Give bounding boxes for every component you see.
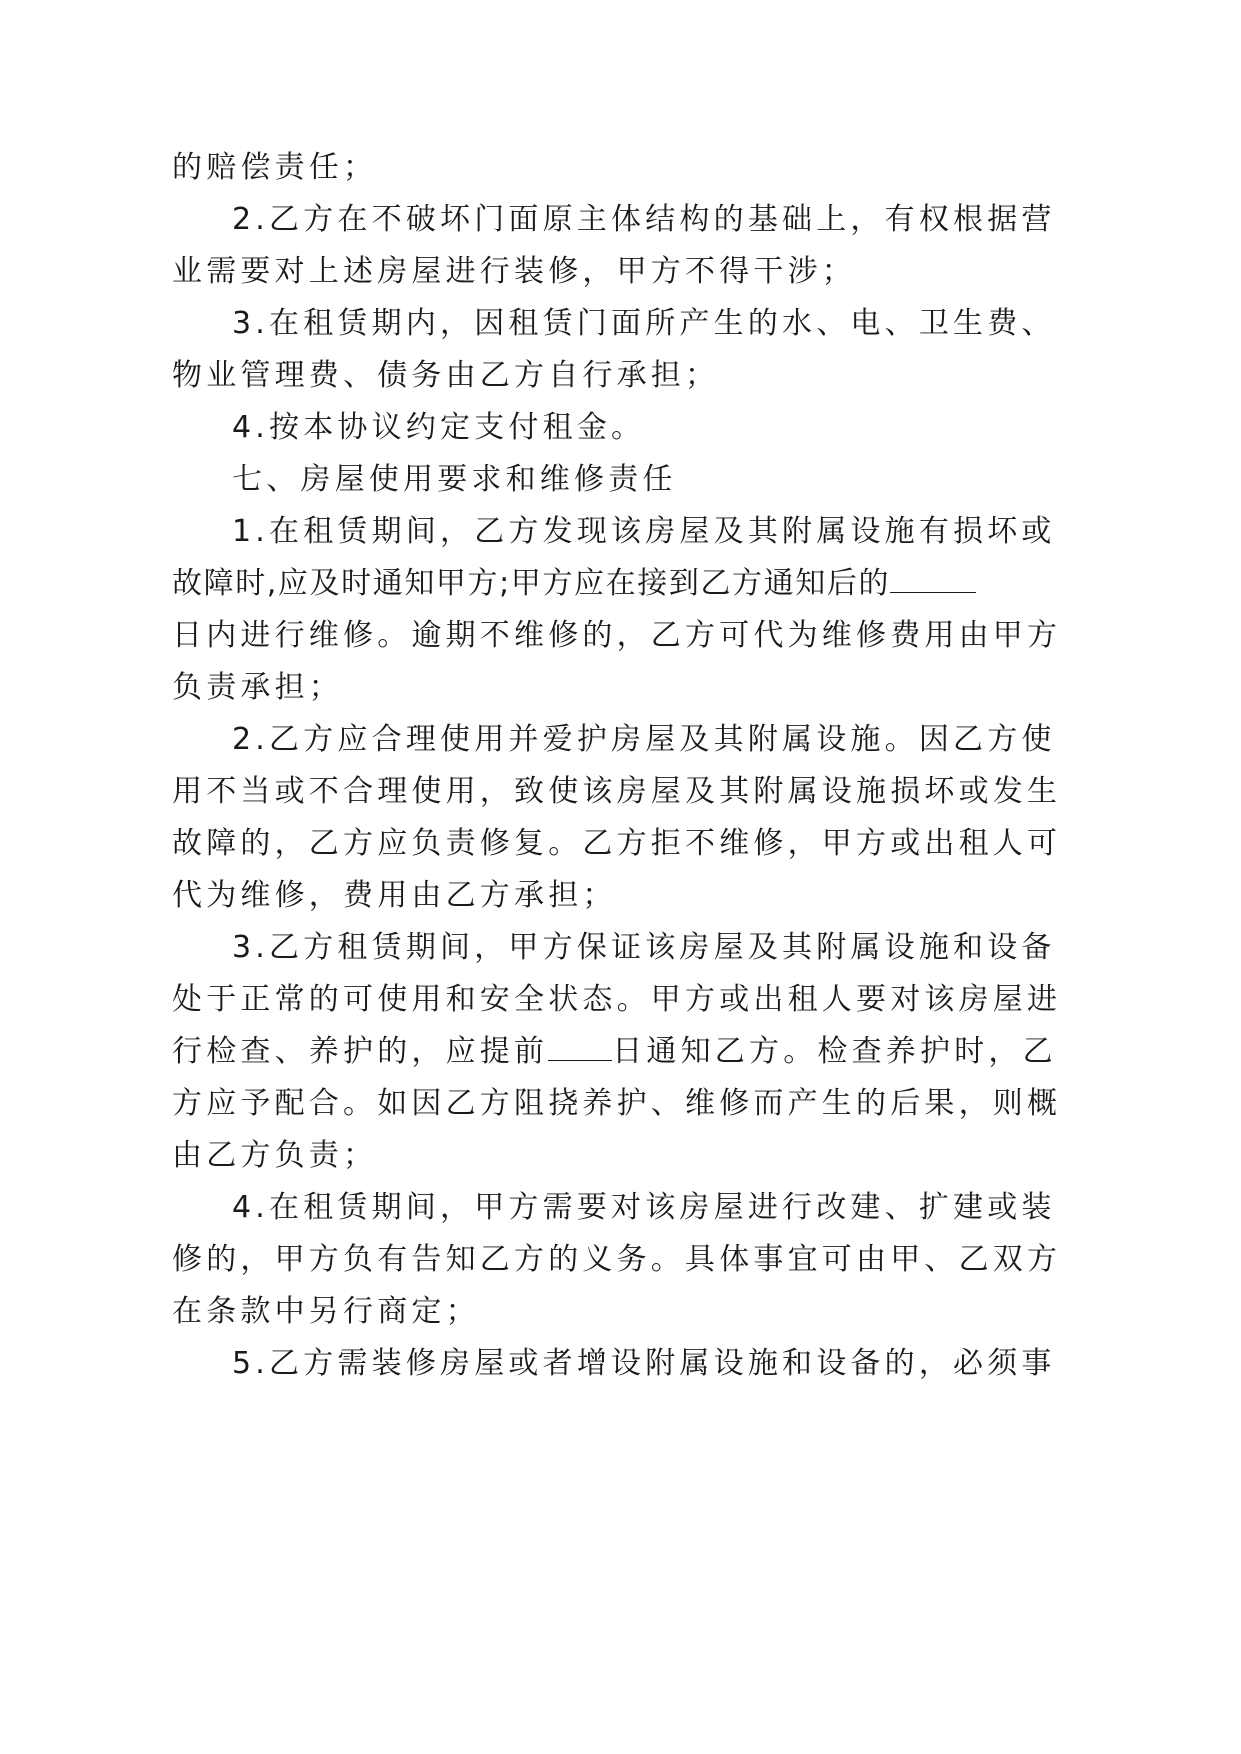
- text-line-part: 行检查、养护的，应提前: [172, 1034, 549, 1069]
- text-line: 故障的，乙方应负责修复。乙方拒不维修，甲方或出租人可: [172, 826, 1062, 861]
- section-heading: 七、房屋使用要求和维修责任: [232, 462, 677, 497]
- text-line: 日内进行维修。逾期不维修的，乙方可代为维修费用由甲方: [172, 618, 1062, 653]
- text-line: 由乙方负责；: [172, 1138, 378, 1173]
- text-line: 2.乙方应合理使用并爱护房屋及其附属设施。因乙方使: [232, 722, 1056, 757]
- text-line: 2.乙方在不破坏门面原主体结构的基础上，有权根据营: [232, 202, 1056, 237]
- fill-in-blank: [890, 566, 976, 593]
- text-line: 负责承担；: [172, 670, 343, 705]
- text-line: 用不当或不合理使用，致使该房屋及其附属设施损坏或发生: [172, 774, 1062, 809]
- text-line: 业需要对上述房屋进行装修，甲方不得干涉；: [172, 254, 856, 289]
- text-line: 代为维修，费用由乙方承担；: [172, 878, 617, 913]
- text-line: 5.乙方需装修房屋或者增设附属设施和设备的，必须事: [232, 1346, 1056, 1381]
- fill-in-blank: [548, 1034, 612, 1061]
- text-line: 1.在租赁期间，乙方发现该房屋及其附属设施有损坏或: [232, 514, 1056, 549]
- text-line-part: 日通知乙方。检查养护时，乙: [612, 1034, 1057, 1069]
- text-line: 4.按本协议约定支付租金。: [232, 410, 646, 445]
- text-line: 在条款中另行商定；: [172, 1294, 480, 1329]
- text-line: 3.乙方租赁期间，甲方保证该房屋及其附属设施和设备: [232, 930, 1056, 965]
- text-line: 处于正常的可使用和安全状态。甲方或出租人要对该房屋进: [172, 982, 1062, 1017]
- text-line: 方应予配合。如因乙方阻挠养护、维修而产生的后果，则概: [172, 1086, 1062, 1121]
- text-line: [172, 1032, 1057, 1072]
- text-line: [172, 564, 976, 604]
- text-line: 修的，甲方负有告知乙方的义务。具体事宜可由甲、乙双方: [172, 1242, 1062, 1277]
- text-line: 3.在租赁期内，因租赁门面所产生的水、电、卫生费、: [232, 306, 1056, 341]
- text-line: 的赔偿责任；: [172, 150, 378, 185]
- text-line: 4.在租赁期间，甲方需要对该房屋进行改建、扩建或装: [232, 1190, 1056, 1225]
- text-line-part: 故障时,应及时通知甲方;甲方应在接到乙方通知后的: [172, 566, 891, 601]
- text-line: 物业管理费、债务由乙方自行承担；: [172, 358, 720, 393]
